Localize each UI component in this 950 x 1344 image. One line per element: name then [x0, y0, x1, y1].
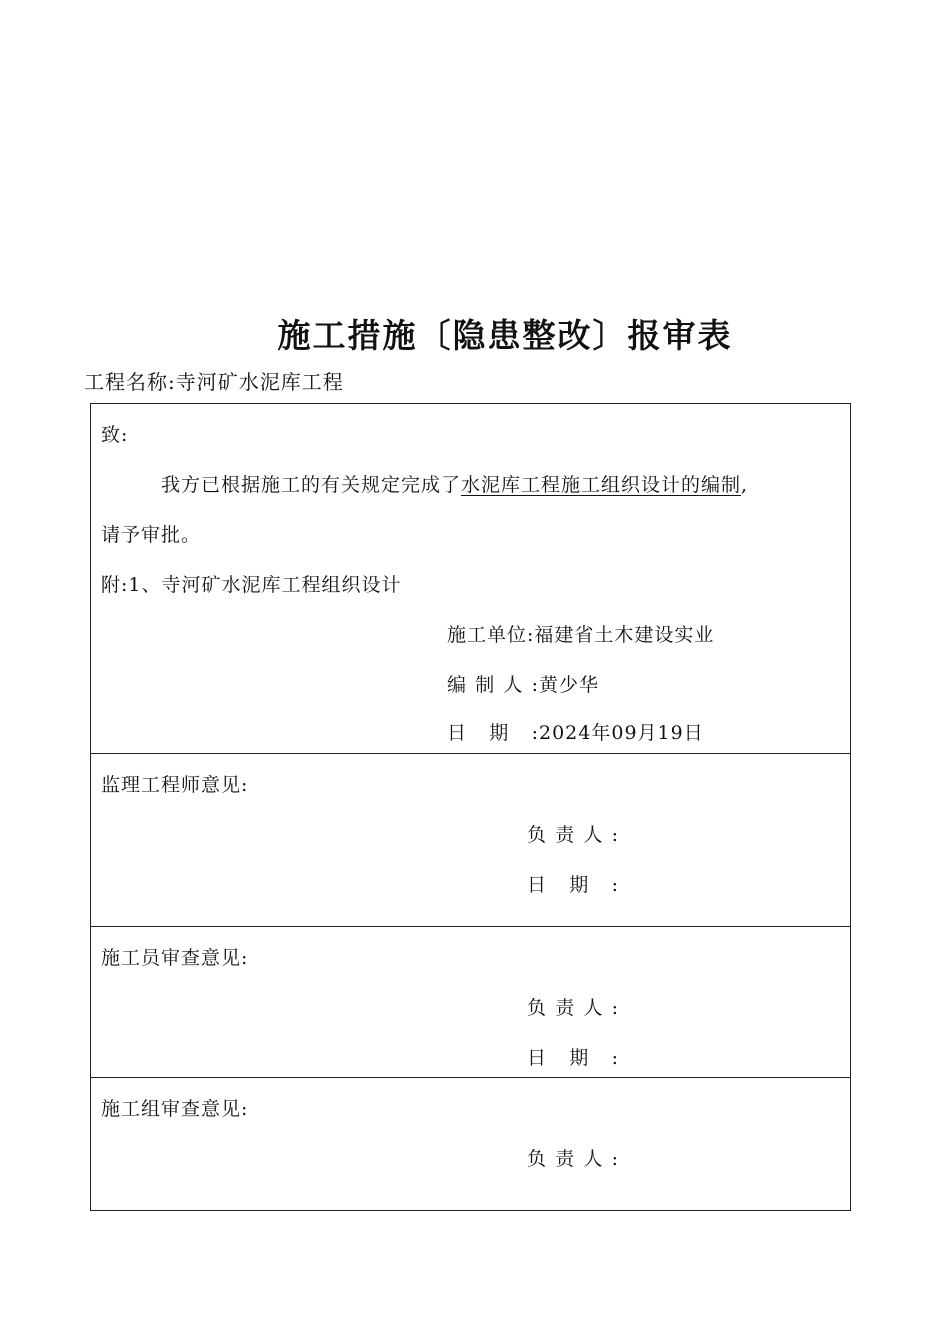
- project-name: 寺河矿水泥库工程: [175, 370, 344, 394]
- project-name-line: [84, 366, 344, 395]
- inspector-responsible-label: 负责人:: [527, 997, 619, 1019]
- unit-value: 福建省土木建设实业: [534, 624, 715, 646]
- preparer-value: 黄少华: [539, 674, 600, 696]
- supervisor-date-label: 日期:: [527, 874, 619, 896]
- inspector-opinion-section: [91, 926, 850, 1077]
- submission-body-line2: 请予审批。: [101, 524, 202, 546]
- body-underlined-2: 设计的编制: [641, 474, 742, 496]
- supervisor-heading: 监理工程师意见:: [101, 774, 249, 796]
- supervisor-date-line: [527, 870, 619, 897]
- inspector-date-line: [527, 1043, 619, 1070]
- date-label: 日期:: [447, 722, 539, 744]
- preparer-label: 编制人:: [447, 674, 539, 696]
- team-responsible-label: 负责人:: [527, 1148, 619, 1170]
- supervisor-responsible-line: [527, 820, 619, 847]
- attachment-line: [101, 570, 402, 597]
- attachment-label: 附:: [101, 574, 129, 596]
- date-line: [447, 718, 704, 745]
- team-heading: 施工组审查意见:: [101, 1098, 249, 1120]
- body-prefix: 我方已根据施工的有关规定完成了: [161, 474, 462, 496]
- inspector-heading: 施工员审查意见:: [101, 947, 249, 969]
- submission-section: [91, 404, 850, 753]
- project-label: 工程名称:: [84, 370, 176, 394]
- submission-body-line1: [161, 470, 748, 497]
- preparer-line: [447, 670, 599, 697]
- addressee-label: 致:: [101, 424, 129, 446]
- date-value: 2024年09月19日: [539, 722, 704, 744]
- unit-label: 施工单位:: [447, 624, 535, 646]
- inspector-date-label: 日期:: [527, 1047, 619, 1069]
- body-suffix: ,: [741, 474, 749, 496]
- unit-line: [447, 620, 714, 647]
- team-opinion-section: [91, 1077, 850, 1210]
- team-responsible-line: [527, 1144, 619, 1171]
- inspector-responsible-line: [527, 993, 619, 1020]
- body-underlined-1: 水泥库工程施工组织: [461, 474, 642, 496]
- supervisor-responsible-label: 负责人:: [527, 824, 619, 846]
- review-form-table: [90, 403, 851, 1211]
- document-title: 施工措施〔隐患整改〕报审表: [277, 316, 733, 355]
- attachment-item: 1、寺河矿水泥库工程组织设计: [128, 574, 402, 596]
- supervisor-opinion-section: [91, 753, 850, 926]
